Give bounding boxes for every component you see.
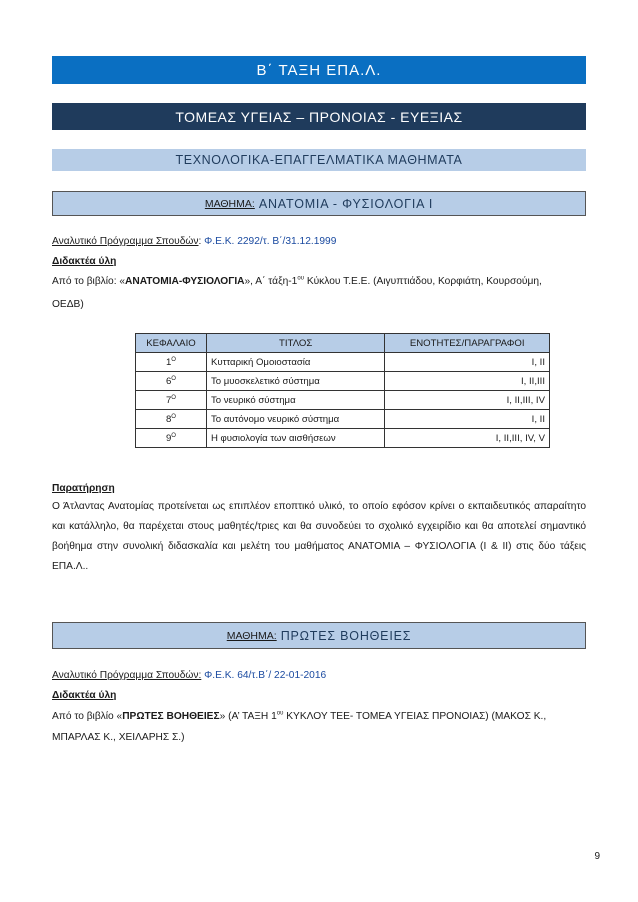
title-cell: Το νευρικό σύστημα: [206, 391, 384, 410]
lesson2-name: ΠΡΩΤΕΣ ΒΟΗΘΕΙΕΣ: [280, 628, 412, 643]
lesson2-program-line: [52, 670, 326, 681]
chapter-cell: $8^O$: [136, 410, 207, 429]
group-banner: [52, 149, 586, 171]
lesson1-book-title: ΑΝΑΤΟΜΙΑ-ΦΥΣΙΟΛΟΓΙΑ: [125, 276, 245, 287]
lesson1-book-prefix: Από το βιβλίο: «: [52, 276, 126, 287]
table-header-row: [136, 334, 550, 353]
chapter-cell: $7^O$: [136, 391, 207, 410]
lesson1-book-line2: ΟΕΔΒ): [52, 299, 84, 310]
grade-banner: [52, 56, 586, 84]
lesson2-heading: [52, 622, 586, 649]
lesson1-book-line: [52, 276, 542, 287]
sections-cell: Ι, ΙΙ,ΙΙΙ, ΙV, V: [385, 429, 550, 448]
lesson1-label: ΜΑΘΗΜΑ:: [204, 197, 255, 210]
chapters-table: [135, 333, 550, 448]
sections-cell: Ι, ΙΙ: [385, 410, 550, 429]
lesson2-book-prefix: Από το βιβλίο «: [52, 711, 123, 722]
table-row: [136, 429, 550, 448]
table-row: [136, 410, 550, 429]
lesson1-name: ΑΝΑΤΟΜΙΑ - ΦΥΣΙΟΛΟΓΙΑ Ι: [258, 196, 434, 211]
lesson2-book-line2: ΜΠΑΡΛΑΣ Κ., ΧΕΙΛΑΡΗΣ Σ.): [52, 732, 185, 743]
note-text: Ο Άτλαντας Ανατομίας προτείνεται ως επιπλέον εποπτικό υλικό, το οποίο εφόσον κρίνει ο εκπαιδευτικός απαραίτητο και κατάλληλο, θα παρέχεται στους μαθητές/τριες και θα συνοδεύει το σχολικό εγχειρίδιο και θα αποτελεί σημαντικό βοήθημα στην συνολική διδασκαλία και μελέτη του μαθήματος ΑΝΑΤΟΜΙΑ – ΦΥΣΙΟΛΟΓΙΑ (Ι & ΙΙ) στις δύο τάξεις ΕΠΑ.Λ..: [52, 501, 586, 572]
title-cell: Το μυοσκελετικό σύστημα: [206, 372, 384, 391]
header-chapter: ΚΕΦΑΛΑΙΟ: [136, 334, 207, 353]
lesson1-program-label: Αναλυτικό Πρόγραμμα Σπουδών: [52, 236, 199, 247]
lesson2-book-sup: ου: [276, 710, 284, 717]
page-number: 9: [594, 851, 600, 862]
sections-cell: Ι, ΙΙ: [385, 353, 550, 372]
lesson2-program-value: Φ.Ε.Κ. 64/τ.Β΄/ 22-01-2016: [204, 670, 327, 681]
lesson2-label: ΜΑΘΗΜΑ:: [226, 629, 277, 642]
title-cell: Το αυτόνομο νευρικό σύστημα: [206, 410, 384, 429]
lesson1-program-line: Αναλυτικό Πρόγραμμα Σπουδών: Φ.Ε.Κ. 2292/τ. Β΄/31.12.1999: [52, 236, 337, 247]
table-row: [136, 391, 550, 410]
lesson1-book-mid: », Α΄ τάξη-1: [244, 276, 298, 287]
title-cell: Κυτταρική Ομοιοστασία: [206, 353, 384, 372]
group-title: ΤΕΧΝΟΛΟΓΙΚΑ-ΕΠΑΓΓΕΛΜΑΤΙΚΑ ΜΑΘΗΜΑΤΑ: [175, 153, 463, 167]
chapter-cell: $6^O$: [136, 372, 207, 391]
lesson2-book-rest: ΚΥΚΛΟΥ ΤΕΕ- ΤΟΜΕΑ ΥΓΕΙΑΣ ΠΡΟΝΟΙΑΣ) (ΜΑΚΟΣ Κ.,: [283, 711, 547, 722]
lesson2-book-mid: » (Α’ ΤΑΞΗ 1: [219, 711, 277, 722]
table-row: [136, 353, 550, 372]
sector-title: ΤΟΜΕΑΣ ΥΓΕΙΑΣ – ΠΡΟΝΟΙΑΣ - ΕΥΕΞΙΑΣ: [175, 108, 463, 125]
title-cell: Η φυσιολογία των αισθήσεων: [206, 429, 384, 448]
lesson1-program-value: Φ.Ε.Κ. 2292/τ. Β΄/31.12.1999: [204, 236, 337, 247]
sections-cell: Ι, ΙΙ,ΙΙΙ, ΙV: [385, 391, 550, 410]
table-row: [136, 372, 550, 391]
lesson2-book-title: ΠΡΩΤΕΣ ΒΟΗΘΕΙΕΣ: [122, 711, 220, 722]
chapter-cell: $9^O$: [136, 429, 207, 448]
header-sections: ΕΝΟΤΗΤΕΣ/ΠΑΡΑΓΡΑΦΟΙ: [385, 334, 550, 353]
lesson2-book-line: [52, 711, 546, 722]
note-label: Παρατήρηση: [52, 483, 115, 494]
lesson1-book-sup: ου: [297, 275, 304, 282]
lesson2-material-label: Διδακτέα ύλη: [52, 690, 117, 701]
header-title: ΤΙΤΛΟΣ: [206, 334, 384, 353]
lesson2-program-label: Αναλυτικό Πρόγραμμα Σπουδών:: [52, 670, 202, 681]
sector-banner: [52, 103, 586, 130]
grade-title: Β΄ ΤΑΞΗ ΕΠΑ.Λ.: [256, 61, 382, 79]
lesson1-heading: [52, 191, 586, 216]
chapter-cell: $1^O$: [136, 353, 207, 372]
sections-cell: Ι, ΙΙ,ΙΙΙ: [385, 372, 550, 391]
lesson1-book-rest: Κύκλου Τ.Ε.Ε. (Αιγυπτιάδου, Κορφιάτη, Κουρσούμη,: [303, 276, 542, 287]
lesson1-material-label: Διδακτέα ύλη: [52, 256, 117, 267]
